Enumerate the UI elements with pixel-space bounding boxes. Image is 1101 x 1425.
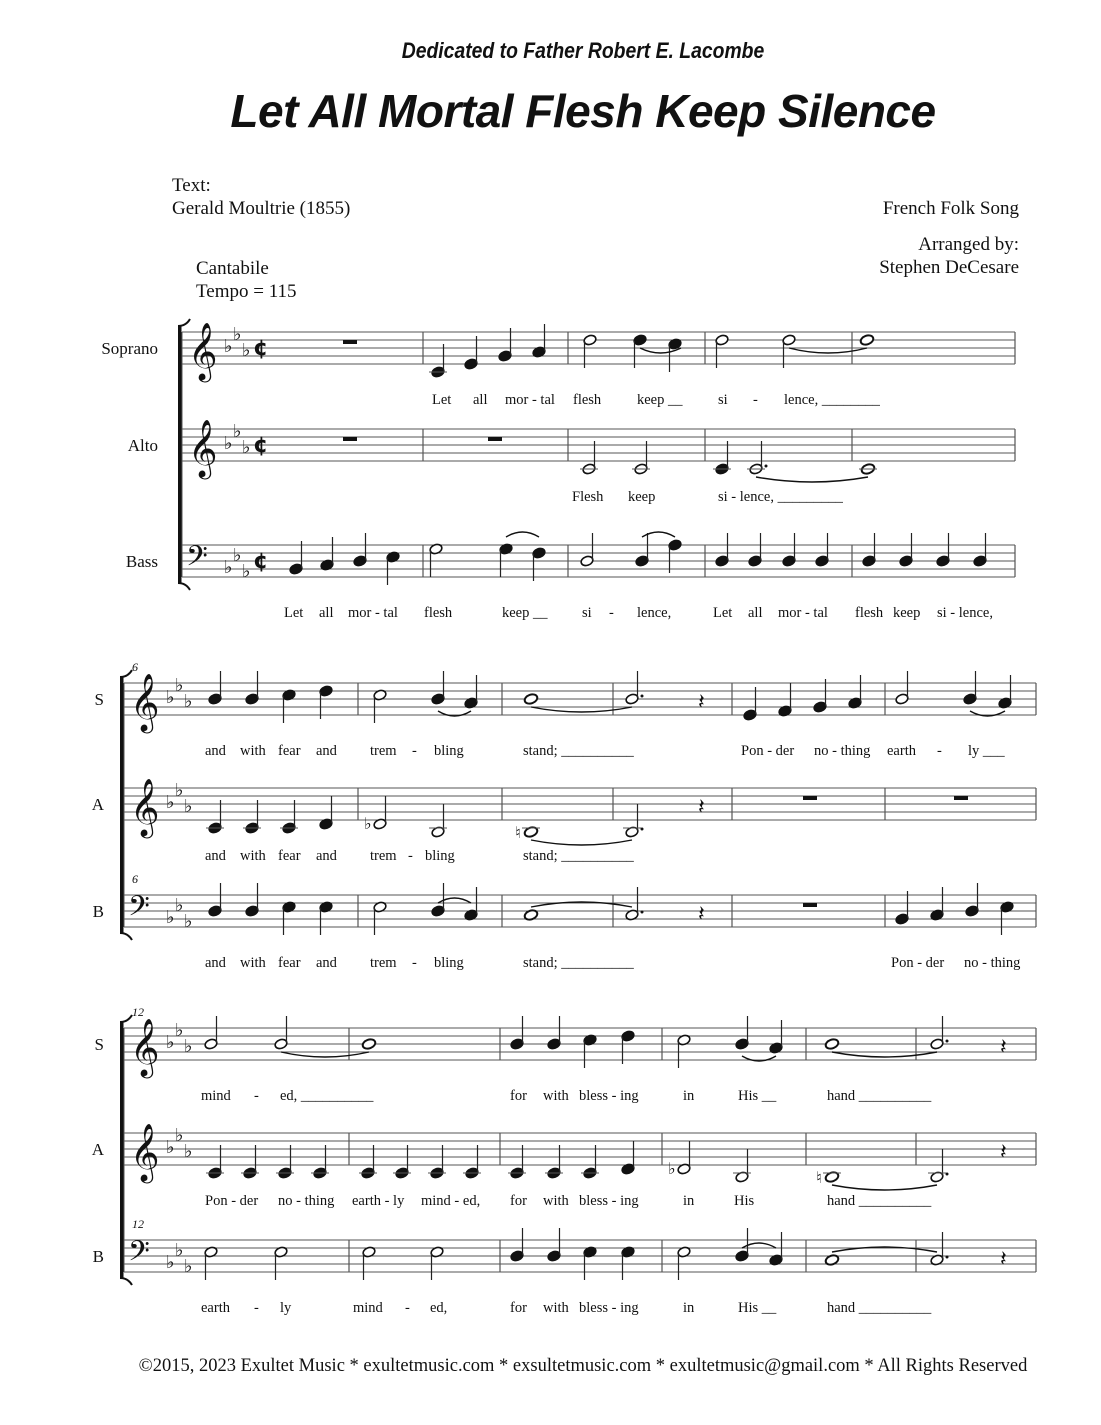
measure-number: 12 [132, 1005, 144, 1019]
lyric-syllable: no - thing [814, 743, 871, 759]
arranger-name: Stephen DeCesare [879, 257, 1019, 278]
lyric-syllable: keep __ [502, 605, 548, 621]
flat-icon: ♭ [166, 1137, 175, 1158]
lyric-syllable: His __ [738, 1300, 777, 1316]
quarter-rest-icon: 𝄽 [698, 902, 705, 927]
bracket-bottom [120, 1278, 132, 1285]
copyright-footer: ©2015, 2023 Exultet Music * exultetmusic.com * exsultetmusic.com * exultetmusic@gmail.com * All Rights Reserved [138, 1356, 1028, 1376]
expression-text: Cantabile [196, 258, 269, 279]
lyric-syllable: for [510, 1088, 527, 1104]
cut-time-icon: ¢ [253, 336, 269, 361]
lyric-syllable: His [734, 1193, 755, 1209]
flat-icon: ♭ [166, 792, 175, 813]
lyric-syllable: si [718, 392, 728, 408]
bass-clef-icon: 𝄢 [128, 890, 150, 930]
lyric-syllable: stand; __________ [523, 955, 634, 971]
part-label-soprano: Soprano [101, 339, 158, 358]
lyric-syllable: - [937, 743, 942, 759]
lyric-syllable: in [683, 1300, 695, 1316]
flat-icon: ♭ [184, 911, 193, 932]
flat-icon: ♭ [242, 437, 251, 458]
lyric-syllable: trem [370, 955, 397, 971]
lyric-syllable: no - thing [964, 955, 1021, 971]
text-author: Gerald Moultrie (1855) [172, 198, 351, 219]
cut-time-icon: ¢ [253, 549, 269, 574]
system-bracket [120, 1022, 124, 1278]
lyric-syllable: keep [893, 605, 921, 621]
lyric-syllable: mor - tal [778, 605, 828, 621]
lyric-syllable: for [510, 1300, 527, 1316]
lyric-syllable: hand __________ [827, 1300, 932, 1316]
lyric-syllable: fear [278, 848, 301, 864]
lyric-syllable: all [748, 605, 763, 621]
flat-icon: ♭ [184, 1141, 193, 1162]
lyric-syllable: and [205, 848, 226, 864]
treble-clef-icon: 𝄞 [188, 419, 218, 477]
lyric-syllable: bless - ing [579, 1300, 639, 1316]
lyric-syllable: with [240, 848, 266, 864]
flat-icon: ♭ [166, 1252, 175, 1273]
dot [641, 695, 644, 698]
lyric-syllable: for [510, 1193, 527, 1209]
flat-icon: ♭ [184, 691, 193, 712]
lyric-syllable: Pon - der [891, 955, 945, 971]
slur [281, 1052, 369, 1057]
whole-rest-icon [803, 796, 817, 800]
lyric-syllable: - [412, 743, 417, 759]
flat-icon: ♭ [166, 907, 175, 928]
flat-icon: ♭ [175, 1240, 184, 1261]
lyric-syllable: - [254, 1088, 259, 1104]
slur [789, 348, 867, 353]
natural-icon: ♮ [515, 823, 521, 842]
arranged-label: Arranged by: [918, 234, 1019, 255]
lyric-syllable: - [609, 605, 614, 621]
dot [765, 465, 768, 468]
dot [946, 1256, 949, 1259]
lyric-syllable: earth [201, 1300, 230, 1316]
lyric-syllable: trem [370, 848, 397, 864]
tempo-text: Tempo = 115 [196, 281, 297, 302]
bass-clef-icon: 𝄢 [128, 1235, 150, 1275]
lyric-syllable: ed, __________ [280, 1088, 374, 1104]
part-label-b: B [92, 1247, 104, 1266]
lyric-syllable: bling [425, 848, 455, 864]
lyric-syllable: stand; __________ [523, 848, 634, 864]
lyric-syllable: hand __________ [827, 1193, 932, 1209]
flat-icon: ♭ [242, 340, 251, 361]
flat-icon: ♭ [184, 796, 193, 817]
lyric-syllable: Let [713, 605, 733, 621]
whole-rest-icon [803, 903, 817, 907]
flat-icon: ♭ [184, 1256, 193, 1277]
text-label: Text: [172, 175, 211, 196]
lyric-syllable: keep [628, 489, 656, 505]
whole-note [523, 693, 538, 706]
part-label-b: B [92, 902, 104, 921]
lyric-syllable: si [582, 605, 592, 621]
flat-icon: ♭ [233, 324, 242, 345]
quarter-rest-icon: 𝄽 [1000, 1035, 1007, 1060]
whole-rest-icon [954, 796, 968, 800]
lyric-syllable: no - thing [278, 1193, 335, 1209]
whole-rest-icon [488, 437, 502, 441]
lyric-syllable: and [316, 848, 337, 864]
bracket-bottom [120, 933, 132, 940]
lyric-syllable: fear [278, 955, 301, 971]
bracket-bottom [178, 583, 190, 590]
lyric-syllable: mor - tal [348, 605, 398, 621]
measure-number: 12 [132, 1217, 144, 1231]
part-label-a: A [91, 795, 104, 814]
lyric-syllable: and [205, 955, 226, 971]
whole-rest-icon [343, 437, 357, 441]
slur [832, 1185, 937, 1190]
lyric-syllable: bling [434, 743, 464, 759]
lyric-syllable: - [405, 1300, 410, 1316]
lyric-syllable: lence, [637, 605, 672, 621]
part-label-s: S [94, 1035, 104, 1054]
treble-clef-icon: 𝄞 [130, 1123, 160, 1181]
lyric-syllable: Pon - der [205, 1193, 259, 1209]
lyric-syllable: all [473, 392, 488, 408]
flat-icon: ♭ [233, 421, 242, 442]
flat-icon: ♭ [175, 895, 184, 916]
lyric-syllable: with [240, 743, 266, 759]
whole-note [824, 1038, 839, 1051]
lyric-syllable: bling [434, 955, 464, 971]
slur [531, 707, 632, 712]
measure-number: 6 [132, 660, 138, 674]
cut-time-icon: ¢ [253, 433, 269, 458]
lyric-syllable: in [683, 1088, 695, 1104]
lyric-syllable: Flesh [572, 489, 604, 505]
flat-icon: ♭ [184, 1036, 193, 1057]
lyric-syllable: si - lence, [937, 605, 993, 621]
lyric-syllable: bless - ing [579, 1088, 639, 1104]
dedication: Dedicated to Father Robert E. Lacombe [401, 38, 765, 63]
lyric-syllable: all [319, 605, 334, 621]
flat-icon: ♭ [242, 561, 251, 582]
treble-clef-icon: 𝄞 [130, 673, 160, 731]
lyric-syllable: - [254, 1300, 259, 1316]
lyric-syllable: - [753, 392, 758, 408]
quarter-rest-icon: 𝄽 [1000, 1247, 1007, 1272]
lyric-syllable: bless - ing [579, 1193, 639, 1209]
lyric-syllable: mor - tal [505, 392, 555, 408]
slur [531, 840, 632, 845]
lyric-syllable: flesh [855, 605, 884, 621]
flat-icon: ♭ [166, 687, 175, 708]
lyric-syllable: lence, ________ [784, 392, 880, 408]
lyric-syllable: earth - ly [352, 1193, 405, 1209]
lyric-syllable: mind [353, 1300, 383, 1316]
flat-icon: ♭ [224, 557, 233, 578]
lyric-syllable: and [316, 743, 337, 759]
slur [506, 532, 539, 537]
lyric-syllable: mind - ed, [421, 1193, 481, 1209]
flat-icon: ♭ [364, 814, 372, 833]
lyric-syllable: Let [284, 605, 304, 621]
lyric-syllable: ed, [430, 1300, 448, 1316]
lyric-syllable: fear [278, 743, 301, 759]
lyric-syllable: with [240, 955, 266, 971]
lyric-syllable: ly ___ [968, 743, 1005, 759]
lyric-syllable: - [408, 848, 413, 864]
lyric-syllable: flesh [573, 392, 602, 408]
whole-rest-icon [343, 340, 357, 344]
lyric-syllable: and [316, 955, 337, 971]
lyric-syllable: in [683, 1193, 695, 1209]
flat-icon: ♭ [175, 1125, 184, 1146]
lyric-syllable: His __ [738, 1088, 777, 1104]
part-label-s: S [94, 690, 104, 709]
slur [832, 1052, 937, 1057]
treble-clef-icon: 𝄞 [130, 1018, 160, 1076]
source-credit: French Folk Song [882, 198, 1019, 219]
system-bracket [178, 326, 182, 583]
dot [641, 911, 644, 914]
flat-icon: ♭ [668, 1159, 676, 1178]
lyric-syllable: si - lence, _________ [718, 489, 843, 505]
lyric-syllable: and [205, 743, 226, 759]
natural-icon: ♮ [816, 1168, 822, 1187]
flat-icon: ♭ [233, 545, 242, 566]
lyric-syllable: stand; __________ [523, 743, 634, 759]
quarter-rest-icon: 𝄽 [1000, 1140, 1007, 1165]
lyric-syllable: - [412, 955, 417, 971]
flat-icon: ♭ [175, 780, 184, 801]
whole-note [859, 334, 874, 347]
flat-icon: ♭ [224, 433, 233, 454]
flat-icon: ♭ [175, 1020, 184, 1041]
lyric-syllable: hand __________ [827, 1088, 932, 1104]
slur [756, 477, 868, 482]
lyric-syllable: keep __ [637, 392, 683, 408]
page-title: Let All Mortal Flesh Keep Silence [230, 85, 936, 137]
flat-icon: ♭ [175, 675, 184, 696]
bass-clef-icon: 𝄢 [186, 540, 208, 580]
lyric-syllable: earth [887, 743, 916, 759]
part-label-bass: Bass [125, 552, 158, 571]
part-label-a: A [91, 1140, 104, 1159]
whole-note [361, 1038, 376, 1051]
lyric-syllable: flesh [424, 605, 453, 621]
system-bracket [120, 677, 124, 933]
lyric-syllable: with [543, 1193, 569, 1209]
lyric-syllable: Pon - der [741, 743, 795, 759]
flat-icon: ♭ [166, 1032, 175, 1053]
lyric-syllable: Let [432, 392, 452, 408]
lyric-syllable: mind [201, 1088, 231, 1104]
treble-clef-icon: 𝄞 [188, 322, 218, 380]
quarter-rest-icon: 𝄽 [698, 795, 705, 820]
lyric-syllable: trem [370, 743, 397, 759]
lyric-syllable: with [543, 1088, 569, 1104]
treble-clef-icon: 𝄞 [130, 778, 160, 836]
lyric-syllable: with [543, 1300, 569, 1316]
quarter-rest-icon: 𝄽 [698, 690, 705, 715]
part-label-alto: Alto [127, 436, 158, 455]
measure-number: 6 [132, 872, 138, 886]
dot [946, 1040, 949, 1043]
lyric-syllable: ly [280, 1300, 292, 1316]
flat-icon: ♭ [224, 336, 233, 357]
